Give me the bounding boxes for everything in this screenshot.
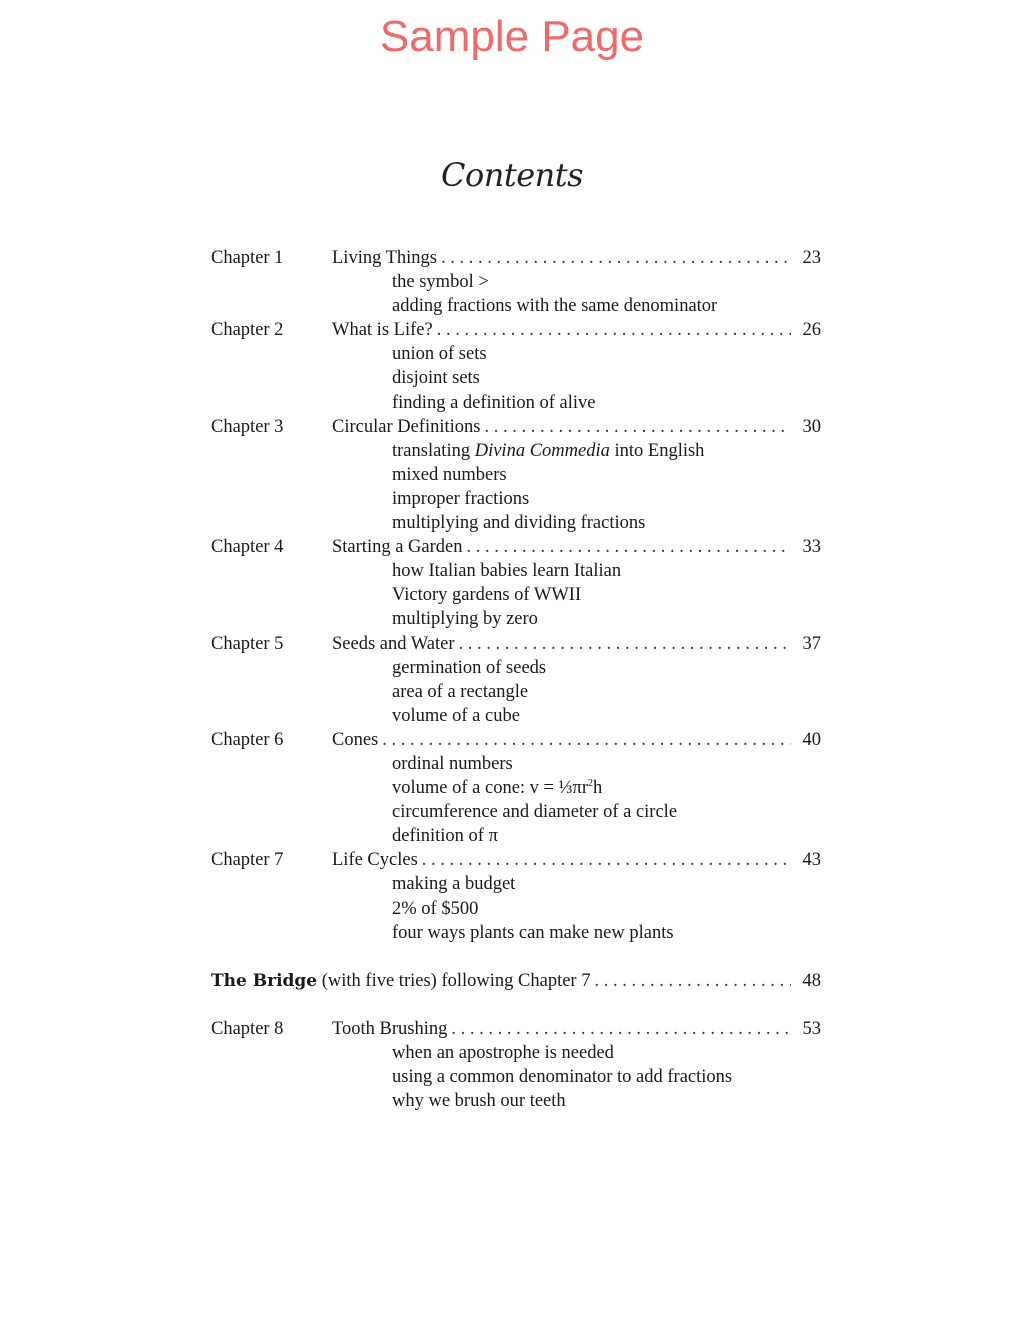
topic-item: Victory gardens of WWII [392, 585, 582, 606]
topic-row [211, 800, 821, 824]
chapter-label: Chapter 7 [211, 850, 284, 871]
chapter-title: Circular Definitions [332, 415, 484, 439]
chapter-label: Chapter 4 [211, 537, 284, 558]
topic-row [211, 391, 821, 415]
chapter-label: Chapter 5 [211, 633, 284, 654]
dot-leader [441, 246, 791, 270]
topic-row [211, 921, 821, 945]
topic-item: 2% of $500 [392, 898, 479, 919]
topic-row [211, 897, 821, 921]
topic-item: multiplying by zero [392, 609, 538, 630]
bridge-entry [211, 969, 821, 993]
dot-leader [422, 848, 791, 872]
page-number: 23 [802, 248, 821, 268]
topic-row [211, 511, 821, 535]
chapter-title: Seeds and Water [332, 632, 459, 656]
topic-item: why we brush our teeth [392, 1091, 566, 1112]
topic-row [211, 824, 821, 848]
page-number: 30 [802, 416, 821, 437]
topic-row [211, 559, 821, 583]
topic-item: four ways plants can make new plants [392, 922, 674, 943]
topic-item: how Italian babies learn Italian [392, 561, 622, 582]
topic-item: union of sets [392, 344, 487, 365]
chapter-entry [332, 246, 821, 270]
topic-row [211, 1089, 821, 1113]
topic-row [211, 1041, 821, 1065]
topic-item: mixed numbers [392, 464, 507, 485]
chapter-row [211, 728, 821, 752]
chapter-label: Chapter 2 [211, 320, 284, 341]
topic-row [211, 704, 821, 728]
dot-leader [437, 318, 791, 342]
topic-item: volume of a cone: $v = \frac{1}{3}\pi r^2h$ [392, 778, 603, 799]
page-number: 26 [802, 320, 821, 341]
chapter-entry [332, 848, 821, 872]
topic-item: adding fractions with the same denominator [392, 296, 718, 317]
table-of-contents [211, 246, 821, 1113]
topic-row [211, 752, 821, 776]
page-number: 43 [802, 850, 821, 871]
chapter-title: Living Things [332, 246, 441, 270]
topic-row [211, 487, 821, 511]
page-number: 48 [802, 970, 821, 991]
chapter-title: Cones [332, 728, 382, 752]
chapter-entry [332, 728, 821, 752]
topic-item: volume of a cube [392, 705, 520, 726]
dot-leader [484, 415, 791, 439]
topic-row [211, 294, 821, 318]
page-number: 53 [802, 1019, 821, 1039]
dot-leader [451, 1017, 791, 1041]
topic-row [211, 656, 821, 680]
chapter-row [211, 632, 821, 656]
sample-page-watermark: Sample Page [379, 12, 645, 61]
topic-item: definition of π [392, 826, 498, 847]
chapter-row [211, 246, 821, 270]
chapter-row [211, 318, 821, 342]
chapter-row [211, 1017, 821, 1041]
chapter-label: Chapter 3 [211, 416, 284, 437]
topic-item: the symbol > [392, 272, 489, 293]
chapter-label: Chapter 1 [211, 248, 284, 268]
page-number: 40 [802, 729, 821, 750]
topic-row [211, 366, 821, 390]
dot-leader [459, 632, 792, 656]
topic-row [211, 342, 821, 366]
bridge-row [211, 969, 821, 993]
topic-item: translating Divina Commedia into English [392, 440, 705, 461]
spacer [211, 945, 821, 969]
topic-item: germination of seeds [392, 657, 547, 678]
dot-leader [382, 728, 791, 752]
topic-italic-title: Divina Commedia [474, 440, 610, 461]
topic-item: area of a rectangle [392, 681, 529, 702]
topic-item: disjoint sets [392, 368, 480, 389]
topic-item: making a budget [392, 874, 516, 895]
chapter-row [211, 415, 821, 439]
chapter-entry [332, 632, 821, 656]
chapter-title: What is Life? [332, 318, 437, 342]
page-number: 33 [802, 537, 821, 558]
topic-row [211, 463, 821, 487]
spacer [211, 993, 821, 1017]
topic-row [211, 270, 821, 294]
bridge-text: (with five tries) following Chapter 7 [317, 970, 591, 991]
topic-item: when an apostrophe is needed [392, 1043, 614, 1064]
chapter-entry [332, 535, 821, 559]
topic-row [211, 1065, 821, 1089]
page-number: 37 [802, 633, 821, 654]
chapter-entry [332, 318, 821, 342]
chapter-title: Starting a Garden [332, 535, 467, 559]
contents-title: Contents [440, 156, 584, 194]
dot-leader [594, 969, 791, 993]
chapter-title: Tooth Brushing [332, 1017, 451, 1041]
topic-row [211, 583, 821, 607]
topic-item: finding a definition of alive [392, 392, 596, 413]
topic-row [211, 872, 821, 896]
topic-item: using a common denominator to add fractions [392, 1067, 733, 1088]
topic-item: circumference and diameter of a circle [392, 802, 678, 823]
superscript: 2 [587, 778, 593, 790]
topic-row [211, 607, 821, 631]
topic-item: multiplying and dividing fractions [392, 513, 646, 534]
chapter-row [211, 848, 821, 872]
chapter-entry [332, 1017, 821, 1041]
chapter-label: Chapter 8 [211, 1019, 284, 1039]
chapter-entry [332, 415, 821, 439]
chapter-row [211, 535, 821, 559]
topic-item: ordinal numbers [392, 753, 513, 774]
topic-row [211, 439, 821, 463]
bridge-title [211, 969, 594, 993]
topic-row [211, 776, 821, 800]
chapter-title: Life Cycles [332, 848, 422, 872]
topic-row [211, 680, 821, 704]
dot-leader [467, 535, 792, 559]
topic-item: improper fractions [392, 488, 530, 509]
chapter-label: Chapter 6 [211, 729, 284, 750]
bridge-label: The Bridge [211, 970, 318, 991]
